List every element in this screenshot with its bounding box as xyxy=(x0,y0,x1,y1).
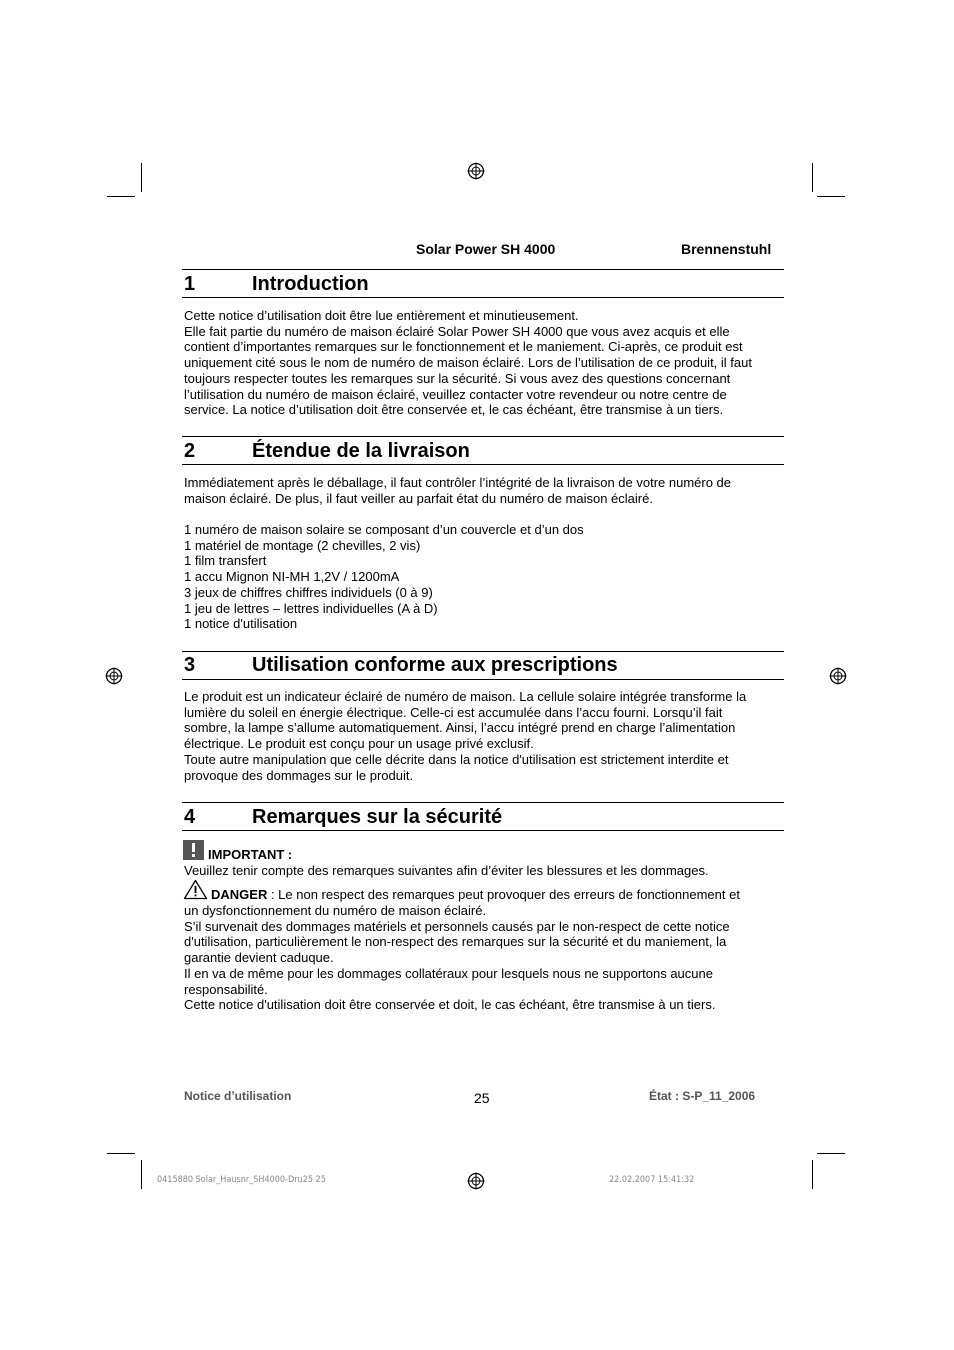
list-item: 1 film transfert xyxy=(184,553,267,569)
text-line: électrique. Le produit est conçu pour un usage privé exclusif. xyxy=(184,736,534,752)
text-line: toujours respecter toutes les remarques sur la sécurité. Si vous avez des questions concernant xyxy=(184,370,731,386)
section-body xyxy=(184,689,784,783)
warning-triangle-icon xyxy=(183,879,208,900)
crop-mark xyxy=(141,1160,142,1189)
text-line: contient d’importantes remarques sur le fonctionnement et le maniement. Ci-après, ce produit est xyxy=(184,339,743,355)
slug-right: 22.02.2007 15:41:32 xyxy=(609,1175,695,1185)
section-title: Utilisation conforme aux prescriptions xyxy=(252,654,618,676)
text-line: lumière du soleil en énergie électrique. Celle-ci est accumulée dans l’accu fourni. Lorsqu’il fait xyxy=(184,704,723,720)
text-line: uniquement cité sous le nom de numéro de maison éclairé. Lors de l’utilisation de ce produit, il faut xyxy=(184,355,752,371)
section-number: 2 xyxy=(184,440,196,462)
footer-right: État : S-P_11_2006 xyxy=(649,1089,756,1103)
header-product: Solar Power SH 4000 xyxy=(416,241,556,257)
text-line: Veuillez tenir compte des remarques suivantes afin d’éviter les blessures et les dommages. xyxy=(184,863,709,878)
section-rule xyxy=(182,830,784,831)
text-line: sombre, la lampe s’allume automatiquement. Ainsi, l’accu intégré prend en charge l’alimentation xyxy=(184,720,736,736)
section-title: Remarques sur la sécurité xyxy=(252,806,503,828)
registration-mark-icon xyxy=(829,667,847,685)
section-title: Étendue de la livraison xyxy=(252,440,470,462)
section-title: Introduction xyxy=(252,273,369,295)
crop-mark xyxy=(817,1153,845,1154)
text-line: Le produit est un indicateur éclairé de numéro de maison. La cellule solaire intégrée transforme la xyxy=(184,689,747,704)
crop-mark xyxy=(107,1153,135,1154)
danger-text: : Le non respect des remarques peut provoquer des erreurs de fonctionnement et xyxy=(267,887,740,902)
section-body xyxy=(184,308,784,418)
text-line: l’utilisation du numéro de maison éclairé, veuillez contacter votre revendeur ou notre centre de xyxy=(184,386,727,402)
crop-mark xyxy=(107,196,135,197)
text-line: S’il survenait des dommages matériels et personnels causés par le non-respect de cette notice xyxy=(184,918,730,934)
footer-left: Notice d’utilisation xyxy=(184,1089,292,1103)
list-item: 1 matériel de montage (2 chevilles, 2 vis) xyxy=(184,537,421,553)
section-rule xyxy=(182,436,784,437)
section-rule xyxy=(182,269,784,270)
text-line: Immédiatement après le déballage, il faut contrôler l’intégrité de la livraison de votre numéro de xyxy=(184,475,732,490)
section-number: 3 xyxy=(184,654,196,676)
text-line: provoque des dommages sur le produit. xyxy=(184,767,414,783)
danger-label: DANGER xyxy=(211,887,268,902)
crop-mark xyxy=(817,196,845,197)
delivery-list xyxy=(184,522,784,632)
section-rule xyxy=(182,651,784,652)
section-rule xyxy=(182,802,784,803)
text-line: Cette notice d’utilisation doit être lue entièrement et minutieusement. xyxy=(184,308,579,323)
text-line: maison éclairé. De plus, il faut veiller au parfait état du numéro de maison éclairé. xyxy=(184,490,653,506)
text-line: Elle fait partie du numéro de maison éclairé Solar Power SH 4000 que vous avez acquis et elle xyxy=(184,323,730,339)
registration-mark-icon xyxy=(467,1172,485,1190)
section-number: 4 xyxy=(184,806,196,828)
registration-mark-icon xyxy=(105,667,123,685)
text-line: d'utilisation, particulièrement le non-respect des remarques sur la sécurité et du maniement, la xyxy=(184,934,727,950)
text-line: Toute autre manipulation que celle décrite dans la notice d'utilisation est strictement interdite et xyxy=(184,751,729,767)
important-text xyxy=(184,863,784,879)
text-line: service. La notice d’utilisation doit être conservée et, le cas échéant, être transmise à un tiers. xyxy=(184,402,724,418)
text-line: Il en va de même pour les dommages collatéraux pour lesquels nous ne supportons aucune xyxy=(184,965,713,981)
exclamation-box-icon xyxy=(183,840,204,860)
list-item: 1 jeu de lettres – lettres individuelles (A à D) xyxy=(184,600,438,616)
section-rule xyxy=(182,464,784,465)
danger-body xyxy=(184,903,784,1013)
text-line: un dysfonctionnement du numéro de maison éclairé. xyxy=(184,903,487,918)
list-item: 1 notice d'utilisation xyxy=(184,616,298,632)
text-line: garantie devient caduque. xyxy=(184,950,334,966)
list-item: 1 accu Mignon NI-MH 1,2V / 1200mA xyxy=(184,569,400,585)
page-number: 25 xyxy=(474,1090,490,1106)
text-line: responsabilité. xyxy=(184,981,268,997)
list-item: 3 jeux de chiffres chiffres individuels (0 à 9) xyxy=(184,584,433,600)
section-body xyxy=(184,475,784,506)
crop-mark xyxy=(141,163,142,192)
crop-mark xyxy=(812,163,813,192)
section-number: 1 xyxy=(184,273,196,295)
crop-mark xyxy=(812,1160,813,1189)
header-brand: Brennenstuhl xyxy=(681,241,772,257)
danger-line xyxy=(211,887,740,902)
slug-left: 0415880 Solar_Hausnr_SH4000-Dru25 25 xyxy=(157,1175,326,1185)
section-rule xyxy=(182,297,784,298)
registration-mark-icon xyxy=(467,162,485,180)
text-line: Cette notice d'utilisation doit être conservée et doit, le cas échéant, être transmise à un tiers. xyxy=(184,997,716,1013)
section-rule xyxy=(182,679,784,680)
list-item: 1 numéro de maison solaire se composant d’un couvercle et d’un dos xyxy=(184,522,584,537)
important-label: IMPORTANT : xyxy=(208,847,293,862)
